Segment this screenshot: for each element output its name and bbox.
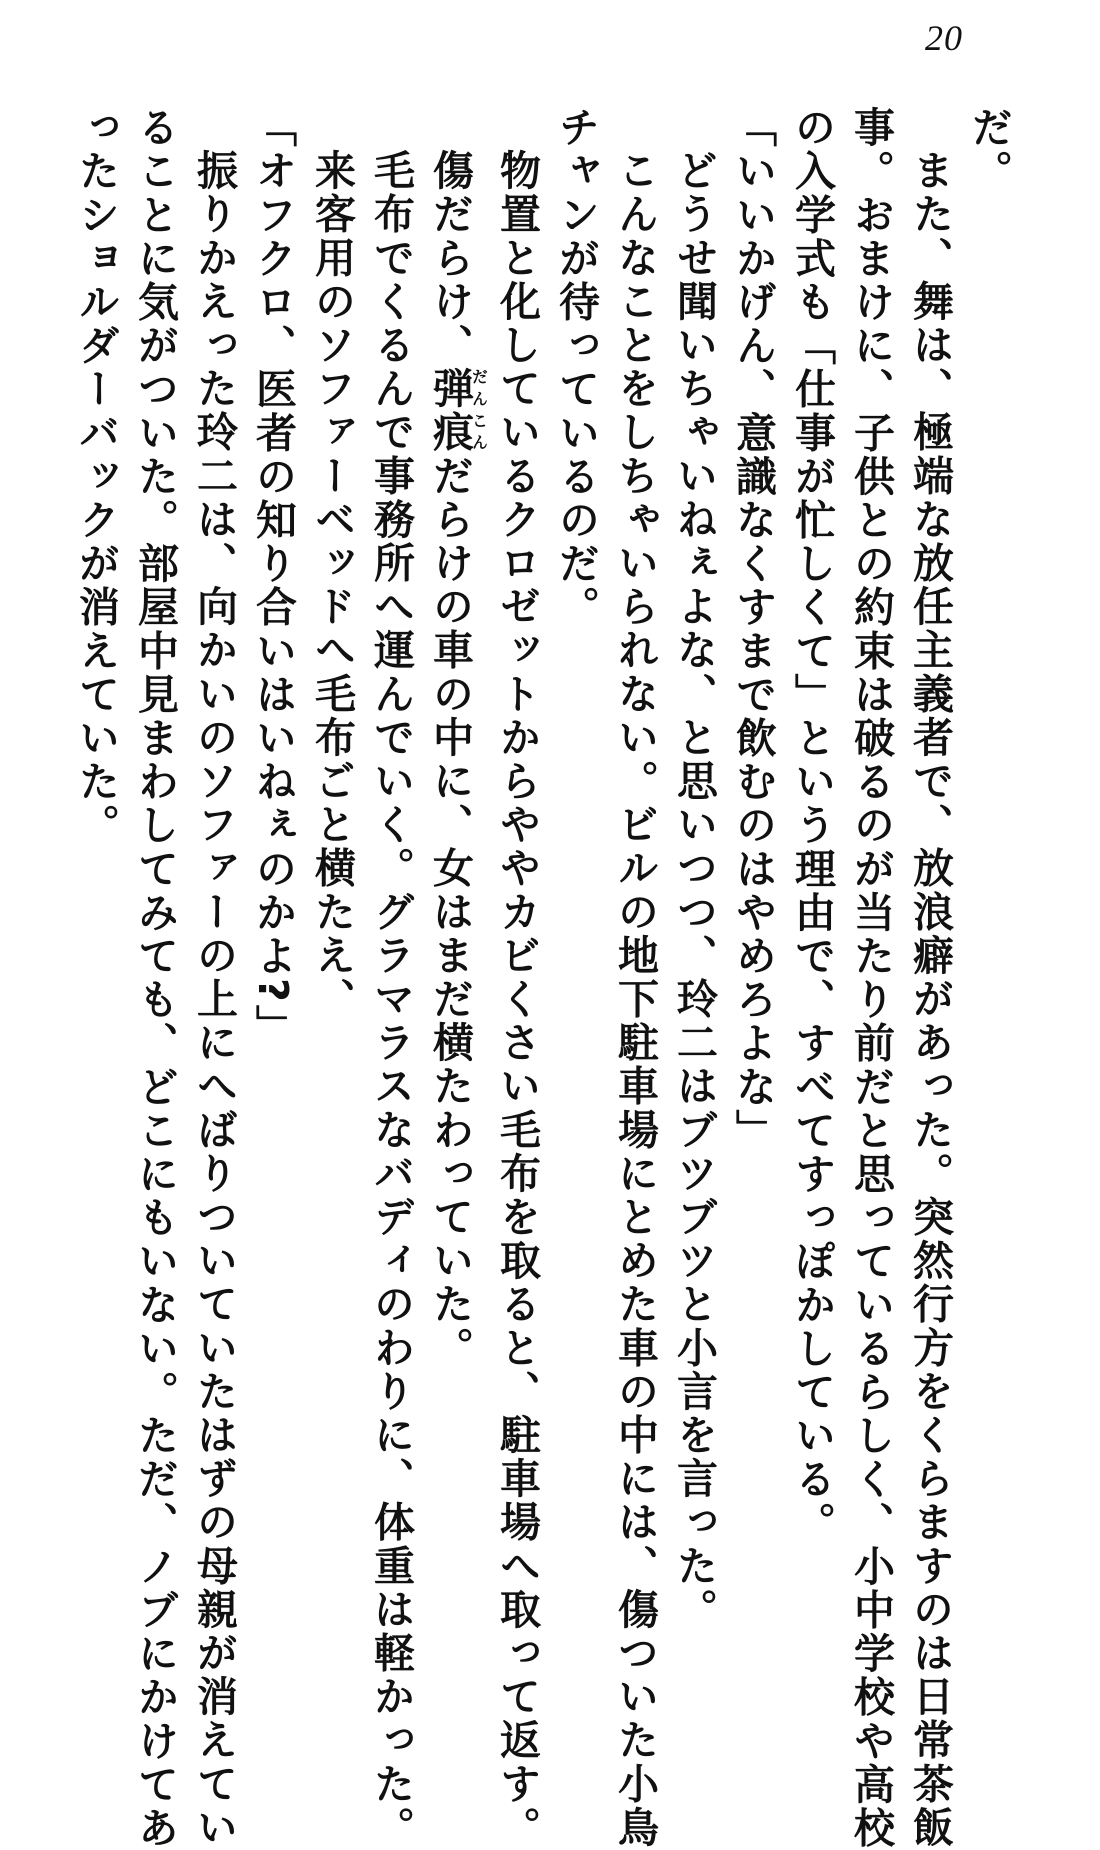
text-line: また、舞は、極端な放任主義者で、放浪癖があった。突然行方をくらますのは日常茶飯 (906, 149, 954, 1850)
text-line: ったショルダーバックが消えていた。 (72, 106, 120, 848)
text-line: 事。おまけに、子供との約束は破るのが当たり前だと思っているらしく、小中学校や高校 (847, 106, 895, 1850)
text-line: 振りかえった玲二は、向かいのソファーの上にへばりついていたはずの母親が消えてい (190, 149, 238, 1850)
ruby-tail-text: だらけの車の中に、女はまだ横たわっていた。 (426, 454, 474, 1370)
text-line-with-ruby (420, 106, 487, 1526)
ruby-word (426, 367, 489, 455)
ruby-reading: だんこん (469, 367, 489, 455)
text-line: だ。 (965, 106, 1013, 194)
page-number: 20 (925, 18, 963, 58)
text-line: どうせ聞いちゃいねぇよな、と思いつつ、玲二はブツブツと小言を言った。 (670, 149, 718, 1632)
text-line: 物置と化しているクロゼットからややカビくさい毛布を取ると、駐車場へ取って返す。 (493, 149, 541, 1850)
vertical-text-body (72, 106, 1018, 1850)
text-line: の入学式も「仕事が忙しくて」という理由で、すべてすっぽかしている。 (788, 106, 836, 1545)
dialogue-line: 「いいかげん、意識なくすまで飲むのはやめろよな」 (729, 106, 777, 1153)
text-line: 毛布でくるんで事務所へ運んでいく。グラマラスなバディのわりに、体重は軽かった。 (367, 149, 415, 1850)
dialogue-line: 「オフクロ、医者の知り合いはいねぇのかよ?」 (249, 106, 297, 1048)
ruby-base: 弾痕 (426, 367, 474, 455)
text-line: こんなことをしちゃいられない。ビルの地下駐車場にとめた車の中には、傷ついた小鳥 (611, 149, 659, 1850)
text-line: 来客用のソファーベッドへ毛布ごと横たえ、 (308, 149, 356, 1021)
text-line: チャンが待っているのだ。 (552, 106, 600, 630)
text-line: ることに気がついた。部屋中見まわしてみても、どこにもいない。ただ、ノブにかけてあ (131, 106, 179, 1850)
ruby-host-text: 傷だらけ、 (426, 149, 474, 367)
